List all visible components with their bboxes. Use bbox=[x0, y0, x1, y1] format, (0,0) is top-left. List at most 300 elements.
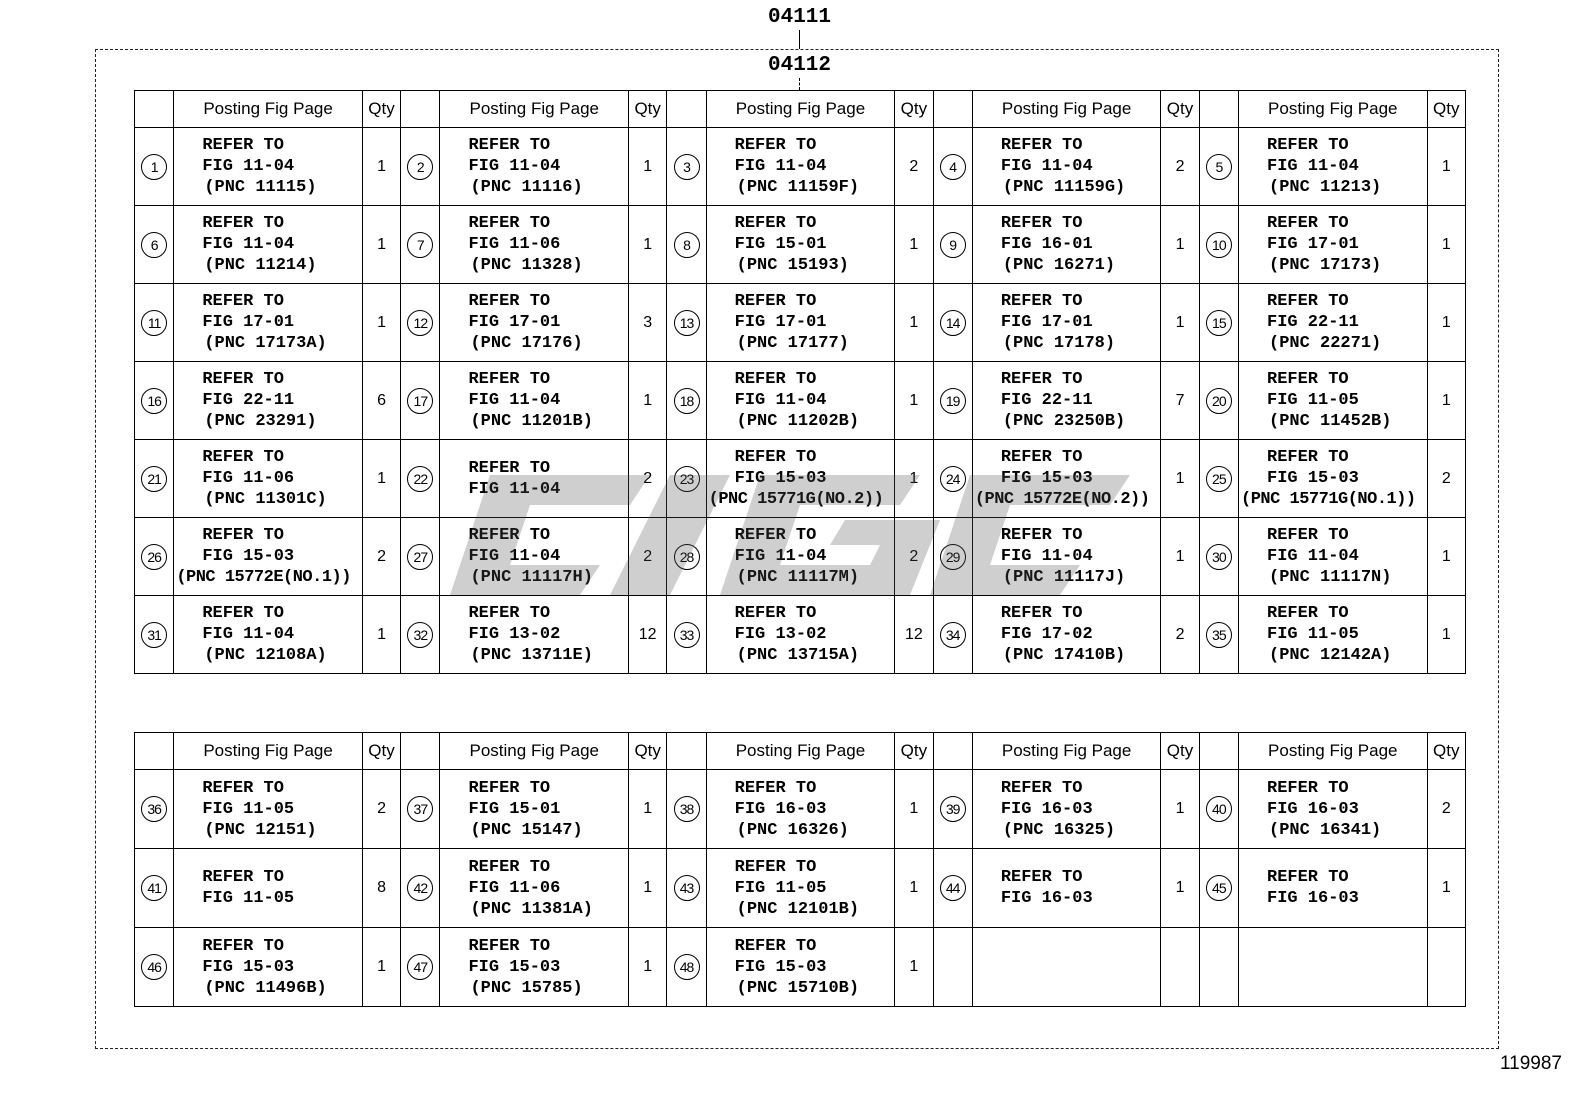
pnc-text: (PNC 15710B) bbox=[736, 978, 860, 998]
ref-number-badge: 42 bbox=[407, 875, 433, 901]
posting-fig-page-header: Posting Fig Page bbox=[174, 733, 363, 770]
refer-to-text: REFER TO bbox=[468, 778, 551, 798]
fig-page-text: FIG 16-03 bbox=[1000, 889, 1093, 908]
qty-cell bbox=[1427, 928, 1465, 1007]
qty-cell: 3 bbox=[629, 284, 667, 362]
fig-page-text: FIG 11-06 bbox=[468, 235, 561, 254]
refer-to-text: REFER TO bbox=[734, 857, 817, 877]
qty-header: Qty bbox=[1161, 733, 1199, 770]
pnc-text: (PNC 13715A) bbox=[736, 646, 860, 665]
qty-cell: 2 bbox=[629, 440, 667, 518]
pnc-text: (PNC 15193) bbox=[736, 256, 849, 275]
ref-number-badge: 29 bbox=[940, 544, 966, 570]
refer-to-text: REFER TO bbox=[468, 604, 551, 623]
posting-fig-page-cell bbox=[1239, 362, 1428, 440]
fig-page-text: FIG 11-05 bbox=[202, 889, 295, 908]
ref-number-badge: 5 bbox=[1206, 154, 1232, 180]
ref-number-cell bbox=[401, 596, 440, 674]
fig-page-text: FIG 11-05 bbox=[734, 878, 827, 898]
fig-page-text: FIG 17-02 bbox=[1000, 625, 1093, 644]
posting-fig-page-cell bbox=[174, 128, 363, 206]
ref-number-cell bbox=[933, 206, 972, 284]
posting-fig-page-cell bbox=[174, 849, 363, 928]
num-header-cell bbox=[1199, 91, 1238, 128]
refer-to-text: REFER TO bbox=[202, 292, 284, 311]
fig-page-text: FIG 13-02 bbox=[468, 625, 561, 644]
ref-number-badge: 8 bbox=[674, 232, 700, 258]
fig-page-text: FIG 16-03 bbox=[734, 799, 827, 819]
num-header-cell bbox=[933, 733, 972, 770]
posting-fig-page-cell bbox=[440, 284, 629, 362]
refer-to-text: REFER TO bbox=[468, 136, 551, 155]
qty-cell: 1 bbox=[895, 928, 933, 1007]
refer-to-text: REFER TO bbox=[202, 604, 284, 623]
qty-header: Qty bbox=[629, 733, 667, 770]
fig-page-text: FIG 11-04 bbox=[1267, 157, 1359, 176]
qty-cell: 2 bbox=[1427, 770, 1465, 849]
qty-cell: 7 bbox=[1161, 362, 1199, 440]
qty-header: Qty bbox=[1427, 91, 1465, 128]
ref-number-cell bbox=[1199, 440, 1238, 518]
qty-cell: 1 bbox=[362, 440, 400, 518]
posting-fig-page-header: Posting Fig Page bbox=[440, 733, 629, 770]
posting-fig-page-cell bbox=[440, 440, 629, 518]
ref-number-cell bbox=[933, 518, 972, 596]
posting-fig-page-cell bbox=[972, 284, 1161, 362]
ref-number-cell bbox=[401, 206, 440, 284]
posting-fig-page-cell bbox=[440, 596, 629, 674]
qty-cell: 1 bbox=[1161, 518, 1199, 596]
fig-page-text: FIG 11-04 bbox=[1267, 547, 1359, 566]
ref-number-badge: 16 bbox=[141, 388, 167, 414]
refer-to-text: REFER TO bbox=[202, 214, 284, 233]
posting-fig-page-cell bbox=[972, 128, 1161, 206]
refer-to-text: REFER TO bbox=[734, 214, 817, 233]
posting-fig-page-cell bbox=[440, 928, 629, 1007]
fig-page-text: FIG 16-01 bbox=[1000, 235, 1093, 254]
pnc-text: (PNC 11115) bbox=[204, 178, 317, 197]
fig-page-text: FIG 15-03 bbox=[202, 957, 295, 977]
pnc-text: (PNC 11117M) bbox=[736, 568, 860, 587]
ref-number-badge: 2 bbox=[407, 154, 433, 180]
posting-fig-page-cell bbox=[1239, 928, 1428, 1007]
qty-cell: 1 bbox=[629, 928, 667, 1007]
pnc-text: (PNC 17176) bbox=[470, 334, 583, 353]
fig-page-text: FIG 11-06 bbox=[202, 469, 295, 488]
table-row bbox=[135, 128, 1466, 206]
refer-to-text: REFER TO bbox=[734, 604, 817, 623]
qty-cell: 1 bbox=[895, 284, 933, 362]
fig-page-text: FIG 11-05 bbox=[1267, 625, 1359, 644]
posting-fig-page-header: Posting Fig Page bbox=[972, 91, 1161, 128]
refer-to-text: REFER TO bbox=[468, 936, 551, 956]
posting-fig-page-cell bbox=[706, 128, 895, 206]
fig-page-text: FIG 22-11 bbox=[1267, 313, 1359, 332]
qty-cell: 1 bbox=[629, 362, 667, 440]
ref-number-badge: 20 bbox=[1206, 388, 1232, 414]
ref-number-badge: 31 bbox=[141, 622, 167, 648]
ref-number-badge: 24 bbox=[940, 466, 966, 492]
ref-number-badge: 19 bbox=[940, 388, 966, 414]
qty-cell: 1 bbox=[1427, 596, 1465, 674]
ref-number-badge: 27 bbox=[407, 544, 433, 570]
fig-page-text: FIG 15-01 bbox=[468, 799, 561, 819]
ref-number-cell bbox=[667, 770, 706, 849]
ref-number-cell bbox=[933, 128, 972, 206]
qty-cell: 1 bbox=[1161, 849, 1199, 928]
table-row bbox=[135, 770, 1466, 849]
ref-number-badge: 25 bbox=[1206, 466, 1232, 492]
posting-fig-page-cell bbox=[174, 440, 363, 518]
pnc-text: (PNC 16341) bbox=[1269, 820, 1382, 840]
ref-number-cell bbox=[401, 284, 440, 362]
table-body bbox=[135, 128, 1466, 674]
fig-page-text: FIG 11-04 bbox=[468, 157, 561, 176]
qty-cell: 1 bbox=[895, 440, 933, 518]
outer-code-leader-line bbox=[799, 30, 800, 49]
ref-number-badge: 18 bbox=[674, 388, 700, 414]
ref-number-cell bbox=[1199, 518, 1238, 596]
posting-fig-page-cell bbox=[972, 206, 1161, 284]
qty-cell: 12 bbox=[629, 596, 667, 674]
pnc-text: (PNC 11117N) bbox=[1269, 568, 1392, 587]
table-row bbox=[135, 849, 1466, 928]
pnc-text: (PNC 17410B) bbox=[1002, 646, 1126, 665]
qty-header: Qty bbox=[895, 91, 933, 128]
ref-number-badge: 39 bbox=[940, 796, 966, 822]
fig-page-text: FIG 11-04 bbox=[1000, 157, 1093, 176]
pnc-text: (PNC 11214) bbox=[204, 256, 317, 275]
posting-fig-page-cell bbox=[1239, 440, 1428, 518]
ref-number-cell bbox=[401, 128, 440, 206]
qty-cell: 1 bbox=[1161, 284, 1199, 362]
qty-cell: 2 bbox=[1427, 440, 1465, 518]
qty-header: Qty bbox=[362, 91, 400, 128]
ref-number-badge: 22 bbox=[407, 466, 433, 492]
qty-cell: 1 bbox=[1427, 849, 1465, 928]
ref-number-badge: 34 bbox=[940, 622, 966, 648]
refer-to-text: REFER TO bbox=[1267, 214, 1349, 233]
posting-fig-page-cell bbox=[440, 206, 629, 284]
pnc-text: (PNC 15772E(NO.2)) bbox=[974, 490, 1150, 509]
refer-to-text: REFER TO bbox=[1000, 778, 1083, 798]
posting-fig-page-cell bbox=[174, 362, 363, 440]
refer-to-text: REFER TO bbox=[734, 292, 817, 311]
table-row bbox=[135, 440, 1466, 518]
ref-number-cell bbox=[135, 770, 174, 849]
table-row bbox=[135, 928, 1466, 1007]
pnc-text: (PNC 11202B) bbox=[736, 412, 860, 431]
ref-number-badge: 45 bbox=[1206, 875, 1232, 901]
posting-fig-page-cell bbox=[706, 596, 895, 674]
posting-fig-page-cell bbox=[706, 206, 895, 284]
ref-number-badge: 36 bbox=[141, 796, 167, 822]
posting-fig-page-cell bbox=[972, 849, 1161, 928]
fig-page-text: FIG 11-04 bbox=[468, 391, 561, 410]
fig-page-text: FIG 11-05 bbox=[1267, 391, 1359, 410]
posting-fig-page-cell bbox=[1239, 284, 1428, 362]
qty-cell: 1 bbox=[362, 928, 400, 1007]
ref-number-cell bbox=[401, 928, 440, 1007]
ref-number-cell bbox=[667, 440, 706, 518]
pnc-text: (PNC 12151) bbox=[204, 820, 317, 840]
ref-number-cell bbox=[135, 596, 174, 674]
ref-number-badge: 14 bbox=[940, 310, 966, 336]
refer-to-text: REFER TO bbox=[202, 936, 284, 956]
posting-fig-page-header: Posting Fig Page bbox=[1239, 733, 1428, 770]
refer-to-text: REFER TO bbox=[734, 778, 817, 798]
num-header-cell bbox=[135, 733, 174, 770]
refer-to-text: REFER TO bbox=[1000, 292, 1083, 311]
inner-assembly-code: 04112 bbox=[768, 54, 832, 77]
qty-cell: 1 bbox=[362, 596, 400, 674]
ref-number-cell bbox=[401, 440, 440, 518]
ref-number-cell bbox=[933, 770, 972, 849]
ref-number-badge: 1 bbox=[141, 154, 167, 180]
refer-to-text: REFER TO bbox=[1000, 214, 1083, 233]
posting-fig-page-cell bbox=[706, 362, 895, 440]
qty-cell: 1 bbox=[629, 206, 667, 284]
fig-page-text: FIG 16-03 bbox=[1267, 889, 1359, 908]
ref-number-badge: 11 bbox=[141, 310, 167, 336]
fig-page-text: FIG 17-01 bbox=[202, 313, 295, 332]
qty-cell: 1 bbox=[895, 849, 933, 928]
posting-fig-page-cell bbox=[706, 849, 895, 928]
fig-page-text: FIG 11-04 bbox=[1000, 547, 1093, 566]
ref-number-badge: 21 bbox=[141, 466, 167, 492]
refer-to-text: REFER TO bbox=[1267, 136, 1349, 155]
posting-fig-page-cell bbox=[1239, 128, 1428, 206]
posting-fig-page-cell bbox=[1239, 849, 1428, 928]
fig-page-text: FIG 15-03 bbox=[734, 469, 827, 488]
qty-cell: 6 bbox=[362, 362, 400, 440]
qty-cell: 1 bbox=[629, 770, 667, 849]
refer-to-text: REFER TO bbox=[1000, 370, 1083, 389]
fig-page-text: FIG 17-01 bbox=[1000, 313, 1093, 332]
refer-to-text: REFER TO bbox=[468, 214, 551, 233]
refer-to-text: REFER TO bbox=[1267, 868, 1349, 887]
posting-fig-page-cell bbox=[174, 596, 363, 674]
posting-fig-page-cell bbox=[1239, 206, 1428, 284]
refer-to-text: REFER TO bbox=[1267, 292, 1349, 311]
ref-number-cell bbox=[1199, 128, 1238, 206]
ref-number-badge: 38 bbox=[674, 796, 700, 822]
ref-number-cell bbox=[401, 770, 440, 849]
qty-cell: 1 bbox=[895, 206, 933, 284]
table-row bbox=[135, 518, 1466, 596]
posting-fig-page-cell bbox=[706, 770, 895, 849]
posting-fig-page-cell bbox=[972, 596, 1161, 674]
refer-to-text: REFER TO bbox=[468, 370, 551, 389]
qty-cell: 1 bbox=[1427, 128, 1465, 206]
qty-cell: 1 bbox=[1427, 206, 1465, 284]
pnc-text: (PNC 16271) bbox=[1002, 256, 1116, 275]
posting-fig-page-cell bbox=[972, 770, 1161, 849]
refer-to-text: REFER TO bbox=[1267, 526, 1349, 545]
table-row bbox=[135, 362, 1466, 440]
refer-to-text: REFER TO bbox=[202, 868, 284, 887]
refer-to-text: REFER TO bbox=[734, 370, 817, 389]
qty-cell: 1 bbox=[1161, 770, 1199, 849]
ref-number-cell bbox=[667, 362, 706, 440]
ref-number-cell bbox=[401, 849, 440, 928]
posting-fig-page-cell bbox=[706, 440, 895, 518]
num-header-cell bbox=[933, 91, 972, 128]
qty-header: Qty bbox=[362, 733, 400, 770]
ref-number-badge: 7 bbox=[407, 232, 433, 258]
qty-header: Qty bbox=[1427, 733, 1465, 770]
ref-number-badge: 30 bbox=[1206, 544, 1232, 570]
pnc-text: (PNC 11381A) bbox=[470, 899, 593, 919]
refer-to-text: REFER TO bbox=[468, 458, 551, 478]
pnc-text: (PNC 23291) bbox=[204, 412, 317, 431]
fig-page-text: FIG 15-03 bbox=[734, 957, 827, 977]
posting-fig-page-header: Posting Fig Page bbox=[972, 733, 1161, 770]
pnc-text: (PNC 15772E(NO.1)) bbox=[176, 568, 351, 587]
fig-page-text: FIG 15-03 bbox=[468, 957, 561, 977]
pnc-text: (PNC 16325) bbox=[1002, 820, 1116, 840]
ref-number-badge: 15 bbox=[1206, 310, 1232, 336]
diagram-id: 119987 bbox=[1500, 1053, 1562, 1074]
pnc-text: (PNC 12142A) bbox=[1269, 646, 1392, 665]
qty-header: Qty bbox=[895, 733, 933, 770]
fig-page-text: FIG 11-04 bbox=[734, 157, 827, 176]
outer-assembly-code: 04111 bbox=[768, 6, 832, 29]
ref-number-badge: 26 bbox=[141, 544, 167, 570]
ref-number-badge: 12 bbox=[407, 310, 433, 336]
posting-fig-page-cell bbox=[972, 928, 1161, 1007]
fig-page-text: FIG 16-03 bbox=[1267, 799, 1359, 819]
refer-to-text: REFER TO bbox=[202, 136, 284, 155]
ref-number-cell bbox=[135, 128, 174, 206]
num-header-cell bbox=[667, 733, 706, 770]
qty-cell: 1 bbox=[895, 770, 933, 849]
fig-page-text: FIG 11-04 bbox=[468, 479, 561, 499]
ref-number-cell bbox=[933, 928, 972, 1007]
pnc-text: (PNC 11452B) bbox=[1269, 412, 1392, 431]
ref-number-cell bbox=[1199, 284, 1238, 362]
posting-fig-page-cell bbox=[706, 928, 895, 1007]
posting-fig-page-cell bbox=[706, 284, 895, 362]
num-header-cell bbox=[667, 91, 706, 128]
refer-to-text: REFER TO bbox=[202, 448, 284, 467]
num-header-cell bbox=[135, 91, 174, 128]
fig-page-text: FIG 11-06 bbox=[468, 878, 561, 898]
ref-number-badge: 46 bbox=[141, 954, 167, 980]
fig-page-text: FIG 15-03 bbox=[1000, 469, 1093, 488]
fig-page-text: FIG 11-04 bbox=[468, 547, 561, 566]
qty-cell: 1 bbox=[362, 284, 400, 362]
posting-fig-page-cell bbox=[1239, 770, 1428, 849]
ref-number-cell bbox=[135, 518, 174, 596]
refer-to-text: REFER TO bbox=[1267, 778, 1349, 798]
fig-page-text: FIG 11-04 bbox=[734, 547, 827, 566]
posting-fig-page-cell bbox=[1239, 518, 1428, 596]
posting-fig-page-cell bbox=[440, 362, 629, 440]
refer-to-text: REFER TO bbox=[1267, 370, 1349, 389]
posting-fig-page-cell bbox=[440, 518, 629, 596]
pnc-text: (PNC 15771G(NO.2)) bbox=[708, 490, 884, 509]
pnc-text: (PNC 11117J) bbox=[1002, 568, 1126, 587]
posting-fig-page-cell bbox=[174, 518, 363, 596]
qty-cell: 1 bbox=[1427, 518, 1465, 596]
ref-number-cell bbox=[667, 128, 706, 206]
pnc-text: (PNC 11159G) bbox=[1002, 178, 1126, 197]
posting-fig-page-cell bbox=[706, 518, 895, 596]
fig-page-text: FIG 11-04 bbox=[734, 391, 827, 410]
ref-number-cell bbox=[667, 518, 706, 596]
ref-number-cell bbox=[135, 440, 174, 518]
qty-cell: 1 bbox=[1161, 206, 1199, 284]
ref-number-cell bbox=[1199, 362, 1238, 440]
pnc-text: (PNC 17178) bbox=[1002, 334, 1116, 353]
refer-to-text: REFER TO bbox=[734, 448, 817, 467]
posting-fig-page-cell bbox=[972, 362, 1161, 440]
pnc-text: (PNC 11117H) bbox=[470, 568, 593, 587]
ref-number-badge: 23 bbox=[674, 466, 700, 492]
pnc-text: (PNC 12108A) bbox=[204, 646, 327, 665]
ref-number-cell bbox=[401, 518, 440, 596]
posting-fig-page-header: Posting Fig Page bbox=[174, 91, 363, 128]
fig-page-text: FIG 17-01 bbox=[734, 313, 827, 332]
posting-fig-page-cell bbox=[440, 849, 629, 928]
qty-cell: 2 bbox=[362, 770, 400, 849]
ref-number-badge: 33 bbox=[674, 622, 700, 648]
ref-number-badge: 4 bbox=[940, 154, 966, 180]
qty-cell: 2 bbox=[1161, 596, 1199, 674]
ref-number-badge: 9 bbox=[940, 232, 966, 258]
ref-number-badge: 10 bbox=[1206, 232, 1232, 258]
qty-header: Qty bbox=[1161, 91, 1199, 128]
ref-number-badge: 35 bbox=[1206, 622, 1232, 648]
ref-number-cell bbox=[667, 928, 706, 1007]
ref-number-badge: 48 bbox=[674, 954, 700, 980]
fig-page-text: FIG 11-04 bbox=[202, 625, 295, 644]
table-row bbox=[135, 596, 1466, 674]
pnc-text: (PNC 11159F) bbox=[736, 178, 860, 197]
ref-number-badge: 37 bbox=[407, 796, 433, 822]
posting-fig-page-cell bbox=[174, 928, 363, 1007]
ref-number-badge: 3 bbox=[674, 154, 700, 180]
refer-to-text: REFER TO bbox=[1000, 868, 1083, 887]
ref-number-badge: 13 bbox=[674, 310, 700, 336]
refer-to-text: REFER TO bbox=[202, 526, 284, 545]
ref-number-badge: 17 bbox=[407, 388, 433, 414]
refer-to-text: REFER TO bbox=[1267, 448, 1349, 467]
num-header-cell bbox=[401, 91, 440, 128]
ref-number-badge: 43 bbox=[674, 875, 700, 901]
refer-to-text: REFER TO bbox=[734, 136, 817, 155]
ref-number-cell bbox=[135, 206, 174, 284]
qty-cell bbox=[1161, 928, 1199, 1007]
ref-number-cell bbox=[667, 206, 706, 284]
posting-fig-page-header: Posting Fig Page bbox=[706, 91, 895, 128]
ref-number-cell bbox=[1199, 596, 1238, 674]
pnc-text: (PNC 11496B) bbox=[204, 978, 327, 998]
ref-number-cell bbox=[933, 362, 972, 440]
ref-number-cell bbox=[933, 440, 972, 518]
ref-number-cell bbox=[933, 596, 972, 674]
reference-table-1 bbox=[134, 90, 1466, 674]
refer-to-text: REFER TO bbox=[734, 936, 817, 956]
ref-number-cell bbox=[1199, 206, 1238, 284]
qty-cell: 2 bbox=[362, 518, 400, 596]
qty-cell: 2 bbox=[895, 518, 933, 596]
pnc-text: (PNC 11116) bbox=[470, 178, 583, 197]
ref-number-badge: 32 bbox=[407, 622, 433, 648]
qty-cell: 1 bbox=[362, 206, 400, 284]
pnc-text: (PNC 12101B) bbox=[736, 899, 860, 919]
